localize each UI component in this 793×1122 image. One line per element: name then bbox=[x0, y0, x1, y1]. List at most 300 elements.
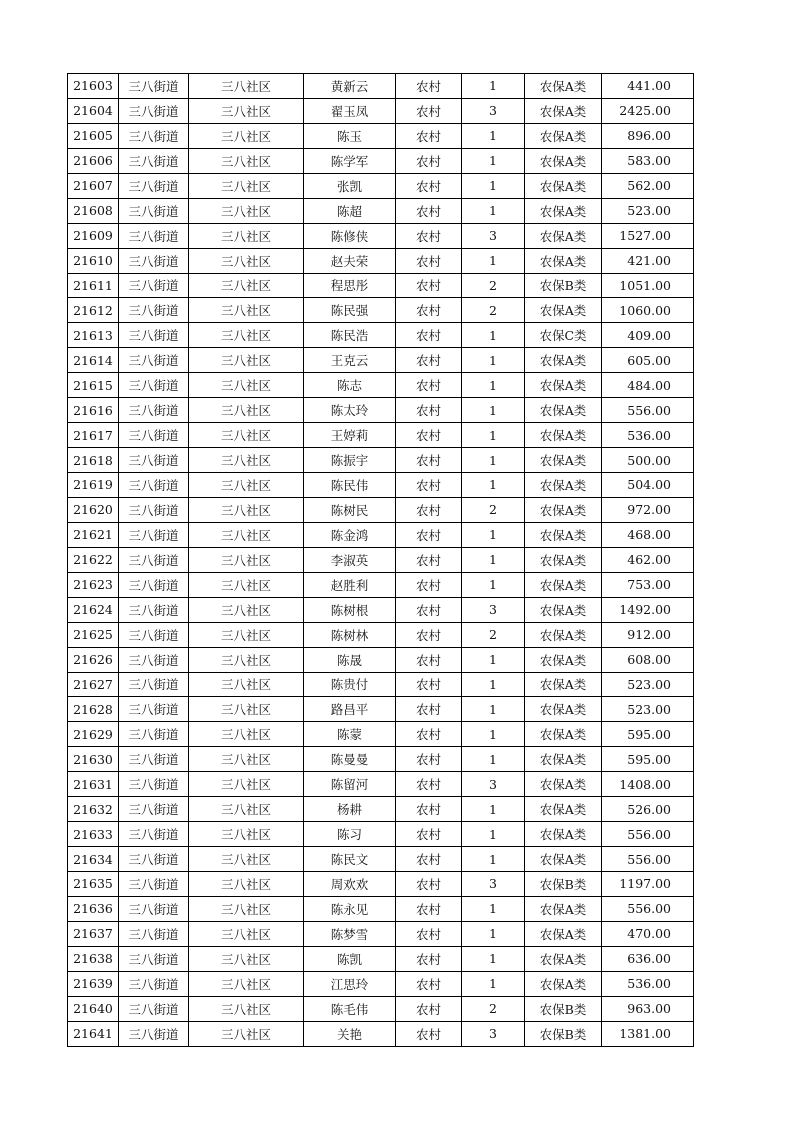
street-cell: 三八街道 bbox=[119, 772, 189, 797]
community-cell: 三八社区 bbox=[189, 946, 304, 971]
community-cell: 三八社区 bbox=[189, 697, 304, 722]
record-id-cell: 21638 bbox=[68, 946, 119, 971]
street-cell: 三八街道 bbox=[119, 398, 189, 423]
community-cell: 三八社区 bbox=[189, 123, 304, 148]
household-type-cell: 农村 bbox=[396, 373, 462, 398]
insurance-category-cell: 农保C类 bbox=[525, 323, 602, 348]
table-row bbox=[68, 996, 694, 1021]
street-cell: 三八街道 bbox=[119, 747, 189, 772]
street-cell: 三八街道 bbox=[119, 996, 189, 1021]
household-type-cell: 农村 bbox=[396, 547, 462, 572]
household-size-cell: 1 bbox=[462, 198, 525, 223]
household-type-cell: 农村 bbox=[396, 497, 462, 522]
community-cell: 三八社区 bbox=[189, 473, 304, 498]
community-cell: 三八社区 bbox=[189, 572, 304, 597]
household-type-cell: 农村 bbox=[396, 647, 462, 672]
amount-cell: 523.00 bbox=[602, 198, 694, 223]
record-id-cell: 21608 bbox=[68, 198, 119, 223]
amount-cell: 556.00 bbox=[602, 847, 694, 872]
table-row bbox=[68, 248, 694, 273]
community-cell: 三八社区 bbox=[189, 198, 304, 223]
person-name-cell: 陈留河 bbox=[304, 772, 396, 797]
table-row bbox=[68, 572, 694, 597]
record-id-cell: 21624 bbox=[68, 597, 119, 622]
household-type-cell: 农村 bbox=[396, 473, 462, 498]
amount-cell: 1060.00 bbox=[602, 298, 694, 323]
amount-cell: 556.00 bbox=[602, 896, 694, 921]
street-cell: 三八街道 bbox=[119, 697, 189, 722]
community-cell: 三八社区 bbox=[189, 323, 304, 348]
insurance-category-cell: 农保B类 bbox=[525, 996, 602, 1021]
person-name-cell: 陈金鸿 bbox=[304, 522, 396, 547]
person-name-cell: 陈民强 bbox=[304, 298, 396, 323]
person-name-cell: 陈习 bbox=[304, 822, 396, 847]
record-id-cell: 21621 bbox=[68, 522, 119, 547]
street-cell: 三八街道 bbox=[119, 223, 189, 248]
amount-cell: 972.00 bbox=[602, 497, 694, 522]
street-cell: 三八街道 bbox=[119, 946, 189, 971]
community-cell: 三八社区 bbox=[189, 298, 304, 323]
household-type-cell: 农村 bbox=[396, 622, 462, 647]
table-row bbox=[68, 971, 694, 996]
household-size-cell: 1 bbox=[462, 847, 525, 872]
record-id-cell: 21609 bbox=[68, 223, 119, 248]
household-size-cell: 1 bbox=[462, 74, 525, 99]
household-size-cell: 2 bbox=[462, 622, 525, 647]
table-row bbox=[68, 74, 694, 99]
record-id-cell: 21641 bbox=[68, 1021, 119, 1046]
community-cell: 三八社区 bbox=[189, 921, 304, 946]
insurance-category-cell: 农保A类 bbox=[525, 348, 602, 373]
table-row bbox=[68, 647, 694, 672]
amount-cell: 536.00 bbox=[602, 971, 694, 996]
community-cell: 三八社区 bbox=[189, 348, 304, 373]
record-id-cell: 21611 bbox=[68, 273, 119, 298]
person-name-cell: 赵胜利 bbox=[304, 572, 396, 597]
insurance-category-cell: 农保A类 bbox=[525, 622, 602, 647]
amount-cell: 536.00 bbox=[602, 423, 694, 448]
record-id-cell: 21631 bbox=[68, 772, 119, 797]
insurance-category-cell: 农保B类 bbox=[525, 1021, 602, 1046]
table-body bbox=[68, 74, 694, 1047]
insurance-category-cell: 农保A类 bbox=[525, 547, 602, 572]
record-id-cell: 21630 bbox=[68, 747, 119, 772]
household-type-cell: 农村 bbox=[396, 223, 462, 248]
household-size-cell: 1 bbox=[462, 398, 525, 423]
household-size-cell: 1 bbox=[462, 148, 525, 173]
household-type-cell: 农村 bbox=[396, 398, 462, 423]
insurance-category-cell: 农保A类 bbox=[525, 248, 602, 273]
insurance-category-cell: 农保B类 bbox=[525, 872, 602, 897]
insurance-category-cell: 农保A类 bbox=[525, 497, 602, 522]
insurance-category-cell: 农保A类 bbox=[525, 198, 602, 223]
household-size-cell: 1 bbox=[462, 797, 525, 822]
household-size-cell: 2 bbox=[462, 298, 525, 323]
table-row bbox=[68, 522, 694, 547]
household-type-cell: 农村 bbox=[396, 423, 462, 448]
record-id-cell: 21627 bbox=[68, 672, 119, 697]
insurance-category-cell: 农保A类 bbox=[525, 921, 602, 946]
household-type-cell: 农村 bbox=[396, 597, 462, 622]
table-row bbox=[68, 173, 694, 198]
record-id-cell: 21615 bbox=[68, 373, 119, 398]
household-type-cell: 农村 bbox=[396, 298, 462, 323]
street-cell: 三八街道 bbox=[119, 647, 189, 672]
person-name-cell: 陈超 bbox=[304, 198, 396, 223]
person-name-cell: 陈永见 bbox=[304, 896, 396, 921]
community-cell: 三八社区 bbox=[189, 522, 304, 547]
household-type-cell: 农村 bbox=[396, 148, 462, 173]
household-size-cell: 1 bbox=[462, 473, 525, 498]
amount-cell: 1492.00 bbox=[602, 597, 694, 622]
insurance-category-cell: 农保A类 bbox=[525, 971, 602, 996]
amount-cell: 1051.00 bbox=[602, 273, 694, 298]
person-name-cell: 陈太玲 bbox=[304, 398, 396, 423]
record-id-cell: 21636 bbox=[68, 896, 119, 921]
amount-cell: 608.00 bbox=[602, 647, 694, 672]
table-row bbox=[68, 123, 694, 148]
amount-cell: 470.00 bbox=[602, 921, 694, 946]
amount-cell: 1527.00 bbox=[602, 223, 694, 248]
household-type-cell: 农村 bbox=[396, 722, 462, 747]
household-type-cell: 农村 bbox=[396, 921, 462, 946]
household-size-cell: 1 bbox=[462, 173, 525, 198]
community-cell: 三八社区 bbox=[189, 622, 304, 647]
amount-cell: 421.00 bbox=[602, 248, 694, 273]
household-type-cell: 农村 bbox=[396, 123, 462, 148]
household-type-cell: 农村 bbox=[396, 1021, 462, 1046]
record-id-cell: 21620 bbox=[68, 497, 119, 522]
amount-cell: 753.00 bbox=[602, 572, 694, 597]
person-name-cell: 陈贵付 bbox=[304, 672, 396, 697]
table-row bbox=[68, 323, 694, 348]
record-id-cell: 21637 bbox=[68, 921, 119, 946]
street-cell: 三八街道 bbox=[119, 123, 189, 148]
amount-cell: 468.00 bbox=[602, 522, 694, 547]
household-size-cell: 3 bbox=[462, 223, 525, 248]
table-row bbox=[68, 797, 694, 822]
community-cell: 三八社区 bbox=[189, 996, 304, 1021]
record-id-cell: 21605 bbox=[68, 123, 119, 148]
street-cell: 三八街道 bbox=[119, 597, 189, 622]
street-cell: 三八街道 bbox=[119, 847, 189, 872]
record-id-cell: 21603 bbox=[68, 74, 119, 99]
table-row bbox=[68, 547, 694, 572]
household-type-cell: 农村 bbox=[396, 198, 462, 223]
record-id-cell: 21613 bbox=[68, 323, 119, 348]
amount-cell: 1381.00 bbox=[602, 1021, 694, 1046]
person-name-cell: 程思彤 bbox=[304, 273, 396, 298]
community-cell: 三八社区 bbox=[189, 822, 304, 847]
person-name-cell: 陈树林 bbox=[304, 622, 396, 647]
table-row bbox=[68, 921, 694, 946]
person-name-cell: 陈民文 bbox=[304, 847, 396, 872]
insurance-category-cell: 农保A类 bbox=[525, 896, 602, 921]
community-cell: 三八社区 bbox=[189, 74, 304, 99]
table-row bbox=[68, 747, 694, 772]
person-name-cell: 陈学军 bbox=[304, 148, 396, 173]
street-cell: 三八街道 bbox=[119, 522, 189, 547]
household-type-cell: 农村 bbox=[396, 323, 462, 348]
amount-cell: 896.00 bbox=[602, 123, 694, 148]
street-cell: 三八街道 bbox=[119, 298, 189, 323]
household-size-cell: 2 bbox=[462, 497, 525, 522]
record-id-cell: 21633 bbox=[68, 822, 119, 847]
person-name-cell: 陈曼曼 bbox=[304, 747, 396, 772]
person-name-cell: 关艳 bbox=[304, 1021, 396, 1046]
household-type-cell: 农村 bbox=[396, 847, 462, 872]
insurance-category-cell: 农保A类 bbox=[525, 597, 602, 622]
table-row bbox=[68, 672, 694, 697]
amount-cell: 912.00 bbox=[602, 622, 694, 647]
insurance-category-cell: 农保A类 bbox=[525, 98, 602, 123]
insurance-category-cell: 农保A类 bbox=[525, 373, 602, 398]
household-size-cell: 1 bbox=[462, 572, 525, 597]
household-size-cell: 1 bbox=[462, 123, 525, 148]
street-cell: 三八街道 bbox=[119, 248, 189, 273]
street-cell: 三八街道 bbox=[119, 373, 189, 398]
household-type-cell: 农村 bbox=[396, 996, 462, 1021]
record-id-cell: 21640 bbox=[68, 996, 119, 1021]
household-size-cell: 3 bbox=[462, 98, 525, 123]
community-cell: 三八社区 bbox=[189, 747, 304, 772]
record-id-cell: 21607 bbox=[68, 173, 119, 198]
table-row bbox=[68, 98, 694, 123]
street-cell: 三八街道 bbox=[119, 797, 189, 822]
person-name-cell: 陈蒙 bbox=[304, 722, 396, 747]
person-name-cell: 陈梦雪 bbox=[304, 921, 396, 946]
person-name-cell: 杨耕 bbox=[304, 797, 396, 822]
insurance-category-cell: 农保A类 bbox=[525, 946, 602, 971]
record-id-cell: 21619 bbox=[68, 473, 119, 498]
person-name-cell: 翟玉凤 bbox=[304, 98, 396, 123]
record-id-cell: 21612 bbox=[68, 298, 119, 323]
community-cell: 三八社区 bbox=[189, 547, 304, 572]
table-row bbox=[68, 822, 694, 847]
amount-cell: 963.00 bbox=[602, 996, 694, 1021]
insurance-category-cell: 农保A类 bbox=[525, 123, 602, 148]
amount-cell: 556.00 bbox=[602, 822, 694, 847]
person-name-cell: 江思玲 bbox=[304, 971, 396, 996]
community-cell: 三八社区 bbox=[189, 672, 304, 697]
insurance-category-cell: 农保A类 bbox=[525, 223, 602, 248]
record-id-cell: 21604 bbox=[68, 98, 119, 123]
record-id-cell: 21639 bbox=[68, 971, 119, 996]
household-size-cell: 3 bbox=[462, 772, 525, 797]
household-type-cell: 农村 bbox=[396, 896, 462, 921]
insurance-category-cell: 农保A类 bbox=[525, 298, 602, 323]
street-cell: 三八街道 bbox=[119, 572, 189, 597]
community-cell: 三八社区 bbox=[189, 872, 304, 897]
insurance-category-cell: 农保A类 bbox=[525, 473, 602, 498]
person-name-cell: 王婷莉 bbox=[304, 423, 396, 448]
record-id-cell: 21616 bbox=[68, 398, 119, 423]
household-type-cell: 农村 bbox=[396, 248, 462, 273]
insurance-category-cell: 农保A类 bbox=[525, 148, 602, 173]
amount-cell: 636.00 bbox=[602, 946, 694, 971]
street-cell: 三八街道 bbox=[119, 74, 189, 99]
household-size-cell: 1 bbox=[462, 522, 525, 547]
street-cell: 三八街道 bbox=[119, 198, 189, 223]
household-size-cell: 1 bbox=[462, 248, 525, 273]
street-cell: 三八街道 bbox=[119, 822, 189, 847]
street-cell: 三八街道 bbox=[119, 423, 189, 448]
street-cell: 三八街道 bbox=[119, 1021, 189, 1046]
insurance-category-cell: 农保A类 bbox=[525, 672, 602, 697]
table-row bbox=[68, 497, 694, 522]
household-type-cell: 农村 bbox=[396, 822, 462, 847]
household-type-cell: 农村 bbox=[396, 522, 462, 547]
table-row bbox=[68, 1021, 694, 1046]
amount-cell: 562.00 bbox=[602, 173, 694, 198]
street-cell: 三八街道 bbox=[119, 323, 189, 348]
insurance-category-cell: 农保A类 bbox=[525, 74, 602, 99]
table-row bbox=[68, 847, 694, 872]
amount-cell: 605.00 bbox=[602, 348, 694, 373]
record-id-cell: 21606 bbox=[68, 148, 119, 173]
table-row bbox=[68, 273, 694, 298]
table-row bbox=[68, 448, 694, 473]
person-name-cell: 陈志 bbox=[304, 373, 396, 398]
household-type-cell: 农村 bbox=[396, 971, 462, 996]
insurance-category-cell: 农保A类 bbox=[525, 722, 602, 747]
person-name-cell: 路昌平 bbox=[304, 697, 396, 722]
insurance-category-cell: 农保A类 bbox=[525, 747, 602, 772]
table-row bbox=[68, 373, 694, 398]
amount-cell: 523.00 bbox=[602, 672, 694, 697]
table-row bbox=[68, 772, 694, 797]
table-row bbox=[68, 896, 694, 921]
insurance-category-cell: 农保A类 bbox=[525, 697, 602, 722]
amount-cell: 595.00 bbox=[602, 722, 694, 747]
household-type-cell: 农村 bbox=[396, 173, 462, 198]
community-cell: 三八社区 bbox=[189, 722, 304, 747]
person-name-cell: 张凯 bbox=[304, 173, 396, 198]
record-id-cell: 21629 bbox=[68, 722, 119, 747]
community-cell: 三八社区 bbox=[189, 772, 304, 797]
community-cell: 三八社区 bbox=[189, 896, 304, 921]
household-size-cell: 1 bbox=[462, 373, 525, 398]
household-size-cell: 1 bbox=[462, 747, 525, 772]
insurance-category-cell: 农保B类 bbox=[525, 273, 602, 298]
insurance-category-cell: 农保A类 bbox=[525, 423, 602, 448]
household-size-cell: 1 bbox=[462, 647, 525, 672]
insurance-category-cell: 农保A类 bbox=[525, 522, 602, 547]
table-row bbox=[68, 622, 694, 647]
record-id-cell: 21610 bbox=[68, 248, 119, 273]
record-id-cell: 21614 bbox=[68, 348, 119, 373]
table-row bbox=[68, 872, 694, 897]
street-cell: 三八街道 bbox=[119, 921, 189, 946]
street-cell: 三八街道 bbox=[119, 722, 189, 747]
insurance-category-cell: 农保A类 bbox=[525, 173, 602, 198]
community-cell: 三八社区 bbox=[189, 797, 304, 822]
household-size-cell: 1 bbox=[462, 896, 525, 921]
insurance-category-cell: 农保A类 bbox=[525, 797, 602, 822]
household-size-cell: 1 bbox=[462, 946, 525, 971]
table-row bbox=[68, 398, 694, 423]
community-cell: 三八社区 bbox=[189, 647, 304, 672]
amount-cell: 523.00 bbox=[602, 697, 694, 722]
record-id-cell: 21634 bbox=[68, 847, 119, 872]
insurance-category-cell: 农保A类 bbox=[525, 772, 602, 797]
person-name-cell: 陈毛伟 bbox=[304, 996, 396, 1021]
community-cell: 三八社区 bbox=[189, 248, 304, 273]
household-type-cell: 农村 bbox=[396, 672, 462, 697]
amount-cell: 1197.00 bbox=[602, 872, 694, 897]
household-size-cell: 2 bbox=[462, 273, 525, 298]
amount-cell: 500.00 bbox=[602, 448, 694, 473]
record-id-cell: 21632 bbox=[68, 797, 119, 822]
table-row bbox=[68, 348, 694, 373]
community-cell: 三八社区 bbox=[189, 847, 304, 872]
household-type-cell: 农村 bbox=[396, 448, 462, 473]
insurance-category-cell: 农保A类 bbox=[525, 847, 602, 872]
household-size-cell: 1 bbox=[462, 822, 525, 847]
amount-cell: 583.00 bbox=[602, 148, 694, 173]
household-size-cell: 1 bbox=[462, 722, 525, 747]
household-type-cell: 农村 bbox=[396, 747, 462, 772]
table-row bbox=[68, 223, 694, 248]
household-size-cell: 3 bbox=[462, 1021, 525, 1046]
record-id-cell: 21625 bbox=[68, 622, 119, 647]
amount-cell: 595.00 bbox=[602, 747, 694, 772]
street-cell: 三八街道 bbox=[119, 672, 189, 697]
person-name-cell: 黄新云 bbox=[304, 74, 396, 99]
community-cell: 三八社区 bbox=[189, 971, 304, 996]
table-row bbox=[68, 423, 694, 448]
household-type-cell: 农村 bbox=[396, 572, 462, 597]
table-row bbox=[68, 298, 694, 323]
household-type-cell: 农村 bbox=[396, 772, 462, 797]
table-row bbox=[68, 597, 694, 622]
insurance-category-cell: 农保A类 bbox=[525, 448, 602, 473]
street-cell: 三八街道 bbox=[119, 448, 189, 473]
household-size-cell: 2 bbox=[462, 996, 525, 1021]
amount-cell: 1408.00 bbox=[602, 772, 694, 797]
amount-cell: 441.00 bbox=[602, 74, 694, 99]
street-cell: 三八街道 bbox=[119, 273, 189, 298]
insurance-category-cell: 农保A类 bbox=[525, 647, 602, 672]
street-cell: 三八街道 bbox=[119, 173, 189, 198]
household-size-cell: 1 bbox=[462, 448, 525, 473]
household-type-cell: 农村 bbox=[396, 946, 462, 971]
amount-cell: 2425.00 bbox=[602, 98, 694, 123]
person-name-cell: 陈凯 bbox=[304, 946, 396, 971]
insurance-category-cell: 农保A类 bbox=[525, 572, 602, 597]
table-row bbox=[68, 148, 694, 173]
table-row bbox=[68, 473, 694, 498]
household-size-cell: 1 bbox=[462, 323, 525, 348]
person-name-cell: 陈树民 bbox=[304, 497, 396, 522]
person-name-cell: 陈民浩 bbox=[304, 323, 396, 348]
insurance-category-cell: 农保A类 bbox=[525, 398, 602, 423]
household-size-cell: 1 bbox=[462, 672, 525, 697]
household-size-cell: 3 bbox=[462, 872, 525, 897]
record-id-cell: 21622 bbox=[68, 547, 119, 572]
street-cell: 三八街道 bbox=[119, 547, 189, 572]
household-size-cell: 1 bbox=[462, 971, 525, 996]
amount-cell: 409.00 bbox=[602, 323, 694, 348]
record-id-cell: 21617 bbox=[68, 423, 119, 448]
community-cell: 三八社区 bbox=[189, 1021, 304, 1046]
community-cell: 三八社区 bbox=[189, 373, 304, 398]
record-id-cell: 21635 bbox=[68, 872, 119, 897]
community-cell: 三八社区 bbox=[189, 597, 304, 622]
table-row bbox=[68, 198, 694, 223]
insurance-category-cell: 农保A类 bbox=[525, 822, 602, 847]
street-cell: 三八街道 bbox=[119, 98, 189, 123]
